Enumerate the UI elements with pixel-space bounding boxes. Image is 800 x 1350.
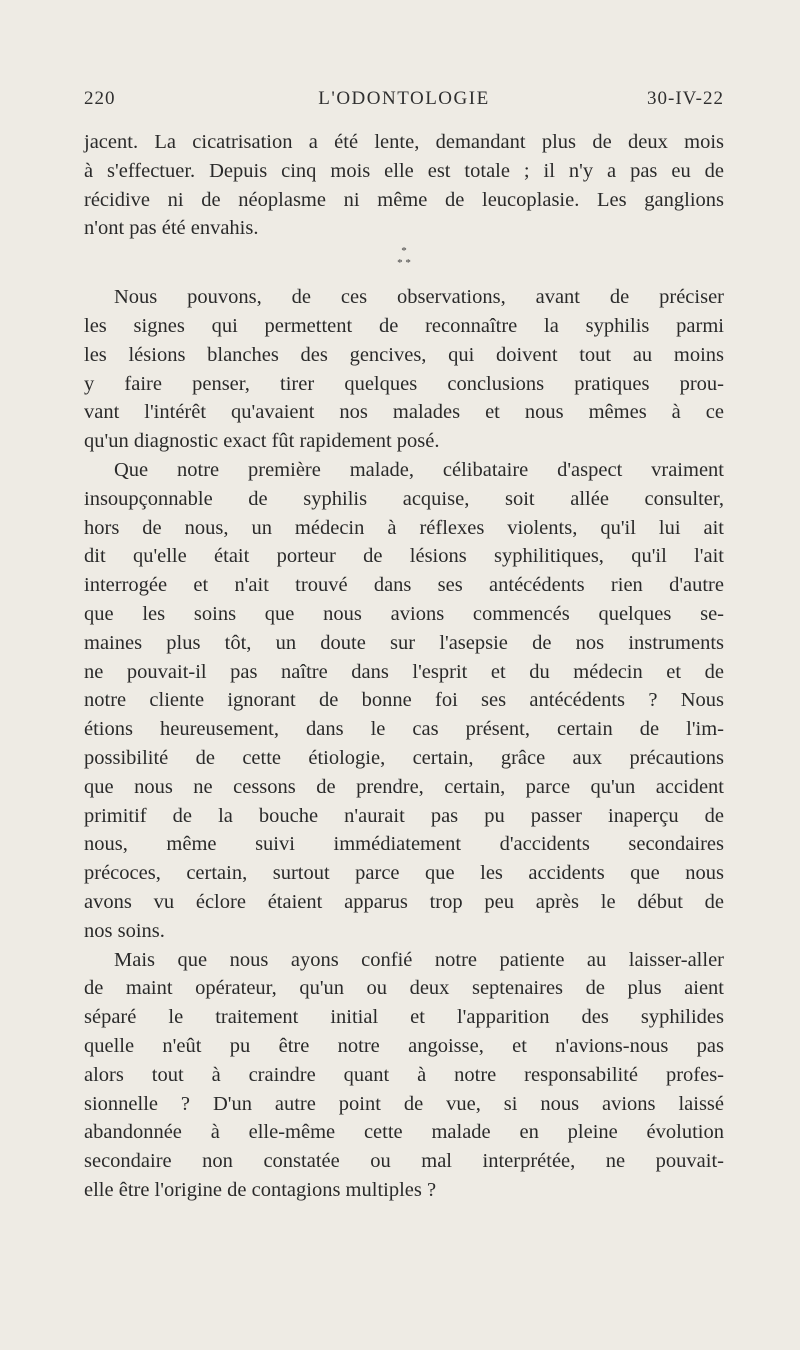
- asterism-top: *: [401, 245, 407, 258]
- text-line: y faire penser, tirer quelques conclusions pratiques prou-: [84, 372, 724, 395]
- text-line: étions heureusement, dans le cas présent, certain de l'im-: [84, 718, 724, 741]
- asterism-bottom: * *: [397, 257, 411, 270]
- text-line: primitif de la bouche n'aurait pas pu passer inaperçu de: [84, 804, 724, 827]
- text-line: alors tout à craindre quant à notre responsabilité profes-: [84, 1063, 724, 1086]
- issue-date: 30-IV-22: [647, 88, 724, 109]
- text-line: nous, même suivi immédiatement d'accidents secondaires: [84, 833, 724, 856]
- text-line: à s'effectuer. Depuis cinq mois elle est totale ; il n'y a pas eu de: [84, 159, 724, 182]
- text-line: jacent. La cicatrisation a été lente, demandant plus de deux mois: [84, 131, 724, 153]
- text-line: avons vu éclore étaient apparus trop peu après le début de: [84, 890, 724, 913]
- article-body: [84, 128, 724, 1205]
- text-line: secondaire non constatée ou mal interprétée, ne pouvait-: [84, 1150, 724, 1173]
- paragraph: [84, 946, 724, 1205]
- text-line: elle être l'origine de contagions multiples ?: [84, 1178, 437, 1201]
- paragraph: [84, 128, 724, 243]
- text-line: Que notre première malade, célibataire d'aspect vraiment: [114, 458, 724, 481]
- text-line: les signes qui permettent de reconnaître la syphilis parmi: [84, 314, 724, 337]
- paragraph: [84, 283, 724, 456]
- section-break-asterism: [84, 243, 724, 283]
- text-line: possibilité de cette étiologie, certain, grâce aux précautions: [84, 746, 724, 769]
- text-line: notre cliente ignorant de bonne foi ses antécédents ? Nous: [84, 689, 724, 712]
- text-line: que les soins que nous avions commencés quelques se-: [84, 602, 724, 625]
- text-line: hors de nous, un médecin à réflexes violents, qu'il lui ait: [84, 516, 724, 539]
- journal-title: L'ODONTOLOGIE: [318, 88, 490, 109]
- text-line: insoupçonnable de syphilis acquise, soit allée consulter,: [84, 487, 724, 510]
- text-line: quelle n'eût pu être notre angoisse, et n'avions-nous pas: [84, 1034, 724, 1057]
- paragraph: [84, 456, 724, 946]
- text-line: abandonnée à elle-même cette malade en pleine évolution: [84, 1121, 724, 1144]
- text-line: qu'un diagnostic exact fût rapidement posé.: [84, 430, 440, 453]
- text-line: les lésions blanches des gencives, qui doivent tout au moins: [84, 343, 724, 366]
- running-header: [84, 88, 724, 112]
- page-number: 220: [84, 88, 116, 109]
- text-line: interrogée et n'ait trouvé dans ses antécédents rien d'autre: [84, 574, 724, 597]
- text-line: récidive ni de néoplasme ni même de leucoplasie. Les ganglions: [84, 188, 724, 211]
- text-line: Mais que nous ayons confié notre patiente au laisser-aller: [114, 948, 724, 971]
- text-line: n'ont pas été envahis.: [84, 217, 259, 240]
- text-line: vant l'intérêt qu'avaient nos malades et nous mêmes à ce: [84, 401, 724, 424]
- text-line: Nous pouvons, de ces observations, avant de préciser: [114, 286, 724, 309]
- text-line: précoces, certain, surtout parce que les accidents que nous: [84, 862, 724, 885]
- text-line: sionnelle ? D'un autre point de vue, si nous avions laissé: [84, 1092, 724, 1115]
- text-line: de maint opérateur, qu'un ou deux septenaires de plus aient: [84, 977, 724, 1000]
- text-line: que nous ne cessons de prendre, certain, parce qu'un accident: [84, 775, 724, 798]
- text-line: ne pouvait-il pas naître dans l'esprit et du médecin et de: [84, 660, 724, 683]
- text-line: nos soins.: [84, 919, 165, 942]
- text-line: séparé le traitement initial et l'apparition des syphilides: [84, 1006, 724, 1029]
- text-line: dit qu'elle était porteur de lésions syphilitiques, qu'il l'ait: [84, 545, 724, 568]
- text-line: maines plus tôt, un doute sur l'asepsie de nos instruments: [84, 631, 724, 654]
